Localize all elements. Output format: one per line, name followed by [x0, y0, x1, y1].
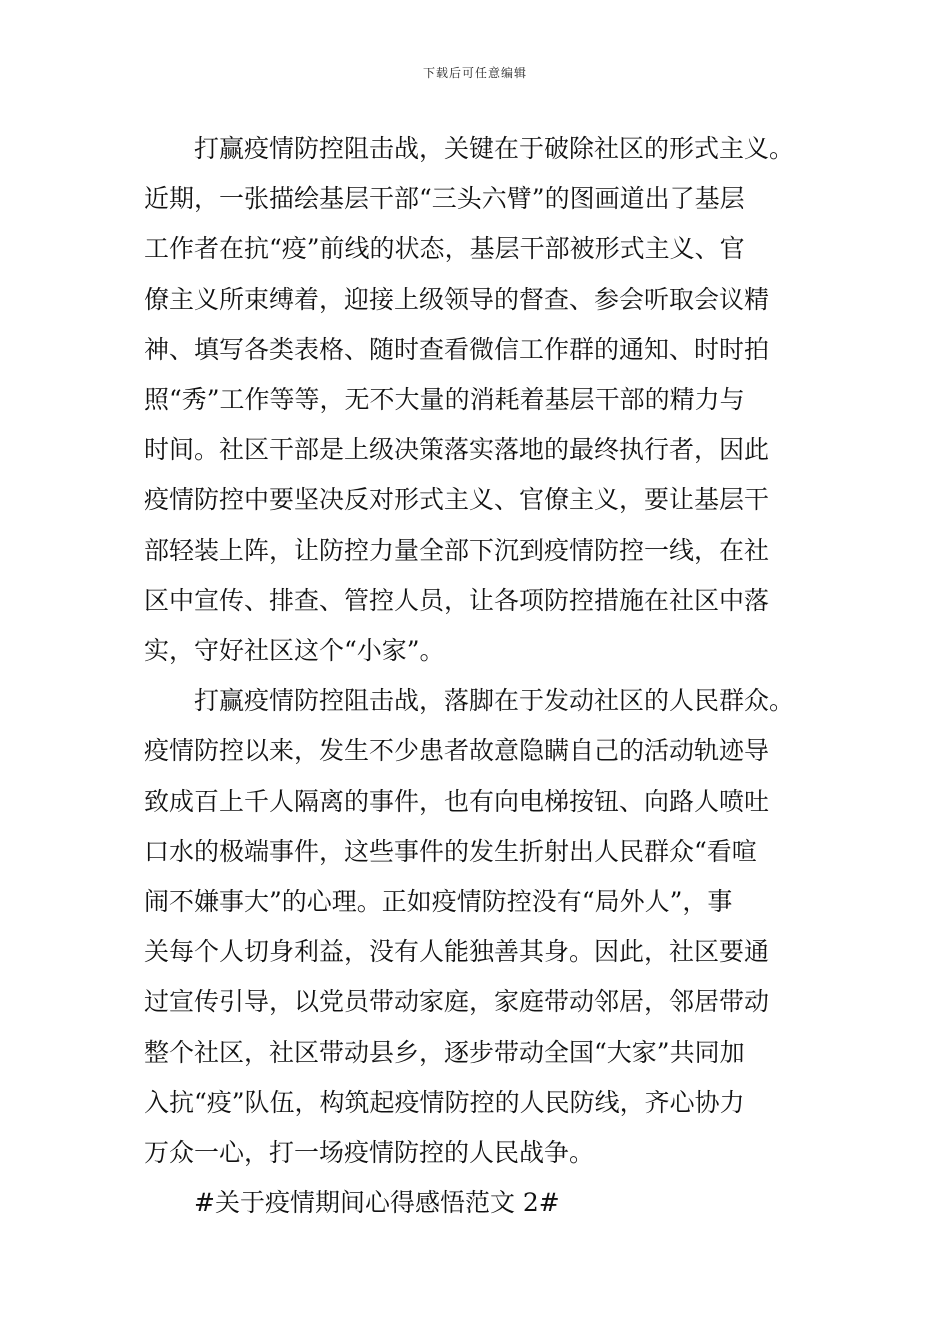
- text-line: 疫情防控中要坚决反对形式主义、官僚主义，要让基层干: [144, 485, 770, 515]
- text-line: 关每个人切身利益，没有人能独善其身。因此，社区要通: [144, 937, 770, 967]
- document-body: [144, 124, 824, 1228]
- text-line: 口水的极端事件，这些事件的发生折射出人民群众“看喧: [144, 836, 757, 866]
- text-line: 近期，一张描绘基层干部“三头六臂”的图画道出了基层: [144, 184, 745, 214]
- text-line: 神、填写各类表格、随时查看微信工作群的通知、时时拍: [144, 334, 770, 364]
- text-line: 打赢疫情防控阻击战，关键在于破除社区的形式主义。: [194, 134, 795, 163]
- text-line: 照“秀”工作等等，无不大量的消耗着基层干部的精力与: [144, 385, 745, 415]
- section-heading-text: #关于疫情期间心得感悟范文 2#: [194, 1188, 560, 1218]
- text-line: 实，守好社区这个“小家”。: [144, 636, 445, 666]
- text-line: 致成百上千人隔离的事件，也有向电梯按钮、向路人喷吐: [144, 786, 770, 816]
- text-line: 僚主义所束缚着，迎接上级领导的督查、参会听取会议精: [144, 284, 770, 314]
- text-line: 万众一心，打一场疫情防控的人民战争。: [144, 1138, 595, 1168]
- text-line: 疫情防控以来，发生不少患者故意隐瞒自己的活动轨迹导: [144, 736, 770, 766]
- text-line: 时间。社区干部是上级决策落实落地的最终执行者，因此: [144, 435, 770, 465]
- page-header: 下载后可任意编辑: [422, 66, 527, 80]
- paragraph-1: [144, 124, 824, 676]
- paragraph-2: [144, 676, 824, 1178]
- text-line: 区中宣传、排查、管控人员，让各项防控措施在社区中落: [144, 585, 770, 615]
- text-line: 部轻装上阵，让防控力量全部下沉到疫情防控一线，在社: [144, 535, 770, 565]
- text-line: 整个社区，社区带动县乡，逐步带动全国“大家”共同加: [144, 1037, 745, 1067]
- text-line: 工作者在抗“疫”前线的状态，基层干部被形式主义、官: [144, 234, 745, 264]
- text-line: 入抗“疫”队伍，构筑起疫情防控的人民防线，齐心协力: [144, 1087, 745, 1117]
- section-heading: [144, 1178, 824, 1228]
- text-line: 打赢疫情防控阻击战，落脚在于发动社区的人民群众。: [194, 686, 795, 716]
- text-line: 闹不嫌事大”的心理。正如疫情防控没有“局外人”，事: [144, 887, 733, 917]
- text-line: 过宣传引导，以党员带动家庭，家庭带动邻居，邻居带动: [144, 987, 770, 1017]
